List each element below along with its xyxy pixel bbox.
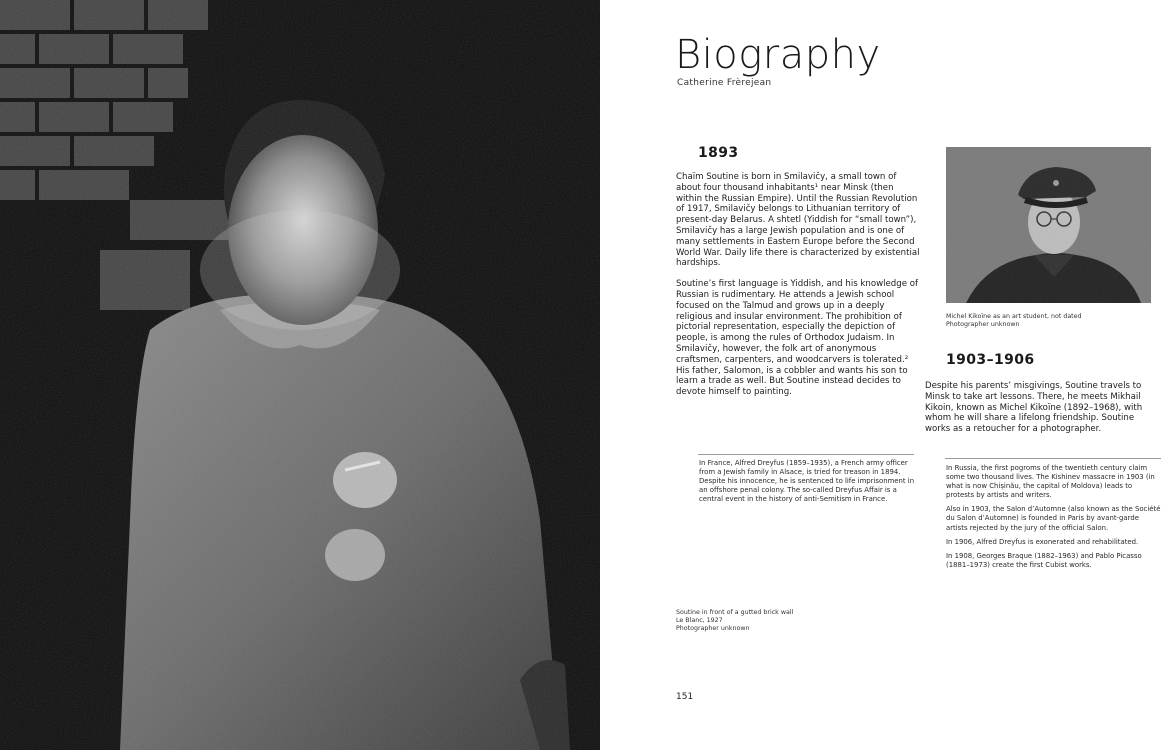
divider <box>698 454 914 455</box>
paragraph: Soutine’s first language is Yiddish, and his knowledge of Russian is rudimentary. He attends a Jewish school focused on the Talmud and grows up in a deeply religious and insular environment. The prohibition of pictorial representation, especially the depiction of people, is among the rules of Orthodox Judaism. In Smilavičy, however, the folk art of anonymous craftsmen, carpenters, and woodcarvers is tolerated.² His father, Salomon, is a cobbler and wants his son to learn a trade as well. But Soutine instead decides to devote himself to painting. <box>676 279 919 398</box>
note-paragraph: Also in 1903, the Salon d’Automne (also known as the Société du Salon d’Automne) is founded in Paris by avant-garde artists rejected by the jury of the official Salon. <box>946 505 1161 532</box>
note-paragraph: In France, Alfred Dreyfus (1859–1935), a French army officer from a Jewish family in Alsace, is tried for treason in 1894. Despite his innocence, he is sentenced to life imprisonment in an offshore penal colony. The so-called Dreyfus Affair is a central event in the history of anti-Semitism in France. <box>699 459 915 504</box>
section-1903-body <box>925 381 1160 445</box>
photo-caption <box>676 609 856 634</box>
caption-line: Michel Kikoïne as an art student, not dated <box>946 313 1082 320</box>
divider <box>945 458 1161 459</box>
note-paragraph: In Russia, the first pogroms of the twentieth century claim some two thousand lives. The Kishinev massacre in 1903 (in what is now Chișinău, the capital of Moldova) leads to protests by artists and writers. <box>946 464 1155 500</box>
year-heading-1893: 1893 <box>698 145 739 161</box>
portrait-caption <box>946 313 1156 329</box>
caption-line: Soutine in front of a gutted brick wall <box>676 609 794 616</box>
caption-line: Photographer unknown <box>946 321 1020 328</box>
paragraph: Chaïm Soutine is born in Smilavičy, a small town of about four thousand inhabitants¹ near Minsk (then within the Russian Empire). Until the Russian Revolution of 1917, Smilavičy belongs to Lithuanian territory of present-day Belarus. A shtetl (Yiddish for “small town”), Smilavičy has a large Jewish population and is one of many settlements in Eastern Europe before the Second World War. Daily life there is characterized by existential hardships. <box>676 172 920 269</box>
page-number: 151 <box>676 692 694 702</box>
caption-line: Le Blanc, 1927 <box>676 617 723 625</box>
section-1903-notes <box>946 464 1162 575</box>
note-paragraph: In 1908, Georges Braque (1882–1963) and Pablo Picasso (1881–1973) create the first Cubist works. <box>946 551 1142 569</box>
section-1893-body <box>676 172 922 408</box>
year-heading-1903-1906: 1903–1906 <box>946 352 1035 368</box>
caption-line: Photographer unknown <box>676 625 750 633</box>
author-name: Catherine Frèrejean <box>677 78 772 88</box>
portrait-illustration <box>946 147 1151 303</box>
note-paragraph: In 1906, Alfred Dreyfus is exonerated and rehabilitated. <box>946 537 1139 546</box>
kikoine-portrait <box>946 147 1151 303</box>
section-1893-note <box>699 459 921 509</box>
paragraph: Despite his parents’ misgivings, Soutine travels to Minsk to take art lessons. There, he meets Mikhail Kikoin, known as Michel Kikoïne (1892–1968), with whom he will share a lifelong friendship. Soutine works as a retoucher for a photographer. <box>925 381 1143 435</box>
page-title: Biography <box>675 32 881 78</box>
